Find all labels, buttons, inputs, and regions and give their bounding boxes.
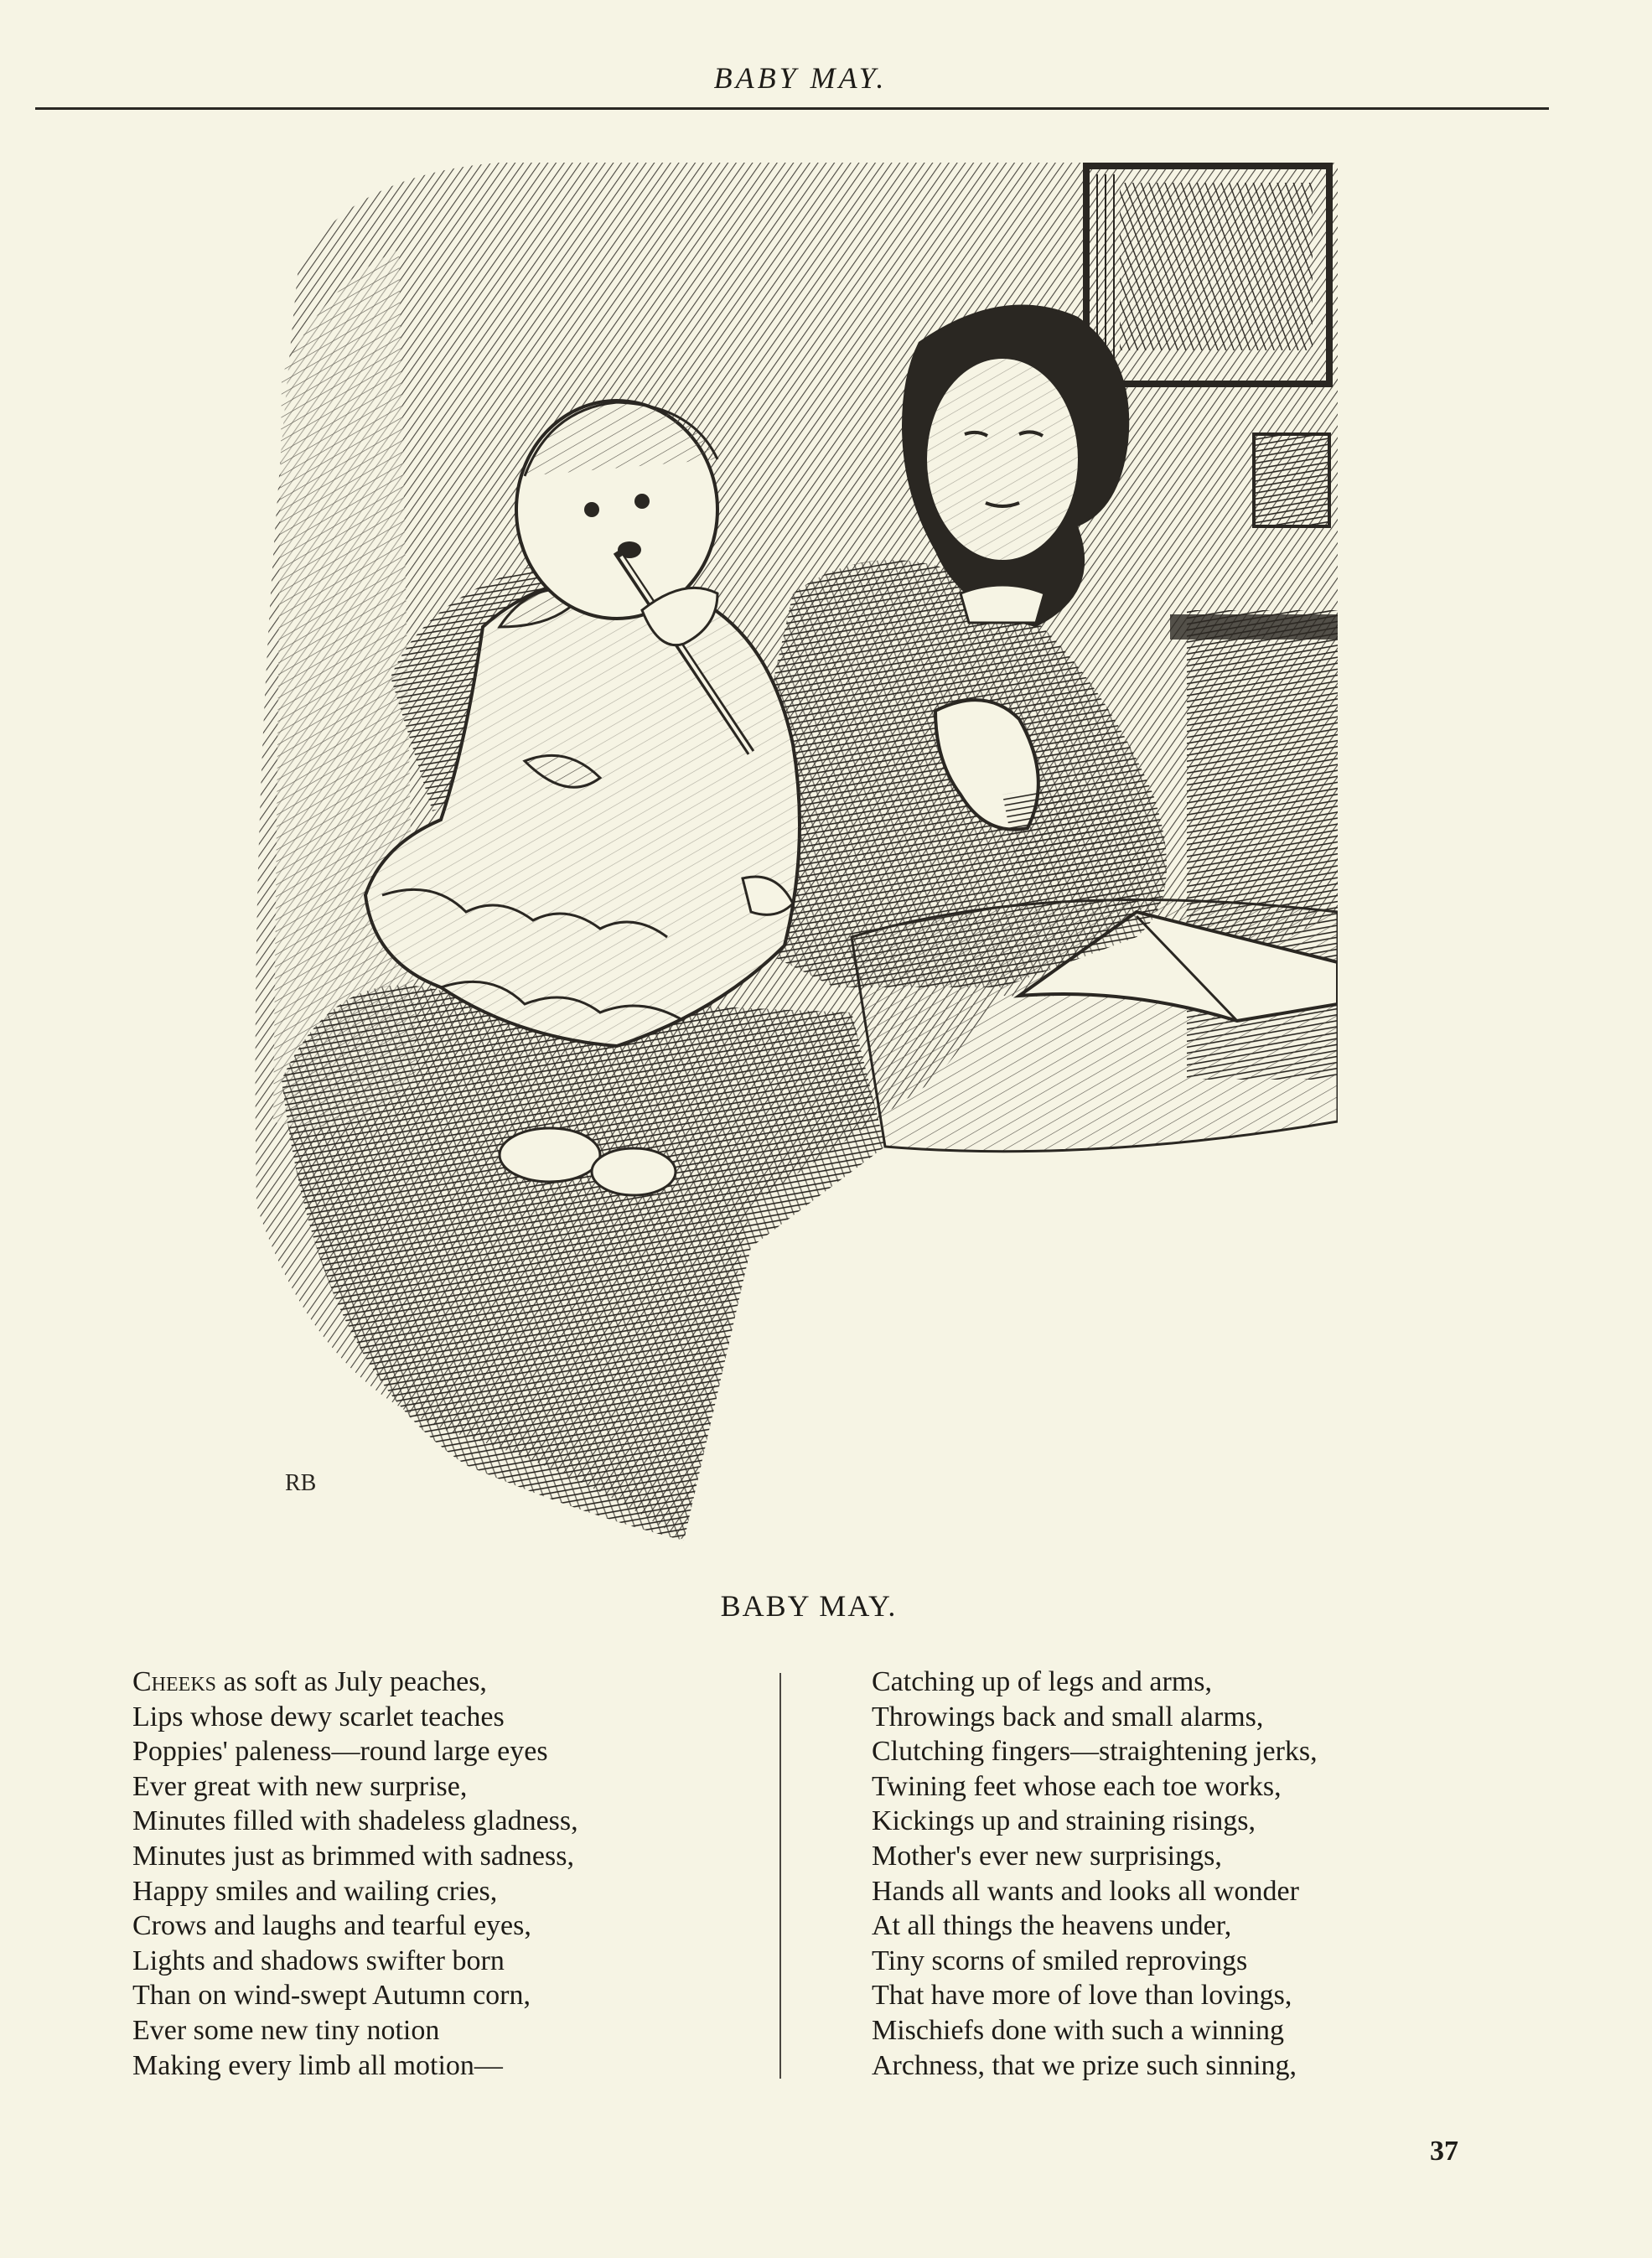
- poem-line: Kickings up and straining risings,: [872, 1805, 1256, 1837]
- poem-line: Mischiefs done with such a winning: [872, 2014, 1284, 2046]
- poem-line: That have more of love than lovings,: [872, 1980, 1292, 2012]
- poem-line: Poppies' paleness—round large eyes: [132, 1736, 548, 1768]
- poem-line: Minutes just as brimmed with sadness,: [132, 1840, 574, 1872]
- poem-line: Tiny scorns of smiled reprovings: [872, 1945, 1248, 1976]
- poem-line: Throwings back and small alarms,: [872, 1701, 1264, 1732]
- poem-line: Ever great with new surprise,: [132, 1770, 468, 1802]
- running-head: BABY MAY.: [713, 61, 888, 95]
- column-divider: [779, 1673, 781, 2079]
- poem-line: Ever some new tiny notion: [132, 2014, 440, 2046]
- mother-and-baby-illustration: [248, 158, 1338, 1557]
- poem-line: Crows and laughs and tearful eyes,: [132, 1910, 531, 1942]
- poem-line: Catching up of legs and arms,: [872, 1666, 1213, 1697]
- poem-left-column: [132, 1665, 578, 2083]
- poem-line: Lips whose dewy scarlet teaches: [132, 1701, 505, 1732]
- poem-drop-word: Cheeks: [132, 1666, 217, 1697]
- header-rule: [35, 107, 1549, 110]
- poem-line: Making every limb all motion—: [132, 2049, 503, 2081]
- poem-title: BABY MAY.: [720, 1589, 898, 1623]
- poem-line: Than on wind-swept Autumn corn,: [132, 1980, 531, 2012]
- poem-line: Mother's ever new surprisings,: [872, 1840, 1222, 1872]
- poem-line: At all things the heavens under,: [872, 1910, 1232, 1942]
- poem-line: Twining feet whose each toe works,: [872, 1770, 1282, 1802]
- page-number: 37: [1430, 2136, 1458, 2167]
- poem-line: Hands all wants and looks all wonder: [872, 1875, 1299, 1907]
- poem-line: Clutching fingers—straightening jerks,: [872, 1736, 1318, 1768]
- poem-right-column: [872, 1665, 1318, 2083]
- poem-line: Happy smiles and wailing cries,: [132, 1875, 498, 1907]
- poem-first-line-rest: as soft as July peaches,: [216, 1666, 487, 1697]
- poem-line: Minutes filled with shadeless gladness,: [132, 1805, 578, 1837]
- artist-monogram: RB: [285, 1470, 317, 1496]
- poem-line: Lights and shadows swifter born: [132, 1945, 505, 1976]
- poem-line: Archness, that we prize such sinning,: [872, 2049, 1297, 2081]
- poem-first-line: [132, 1665, 578, 1700]
